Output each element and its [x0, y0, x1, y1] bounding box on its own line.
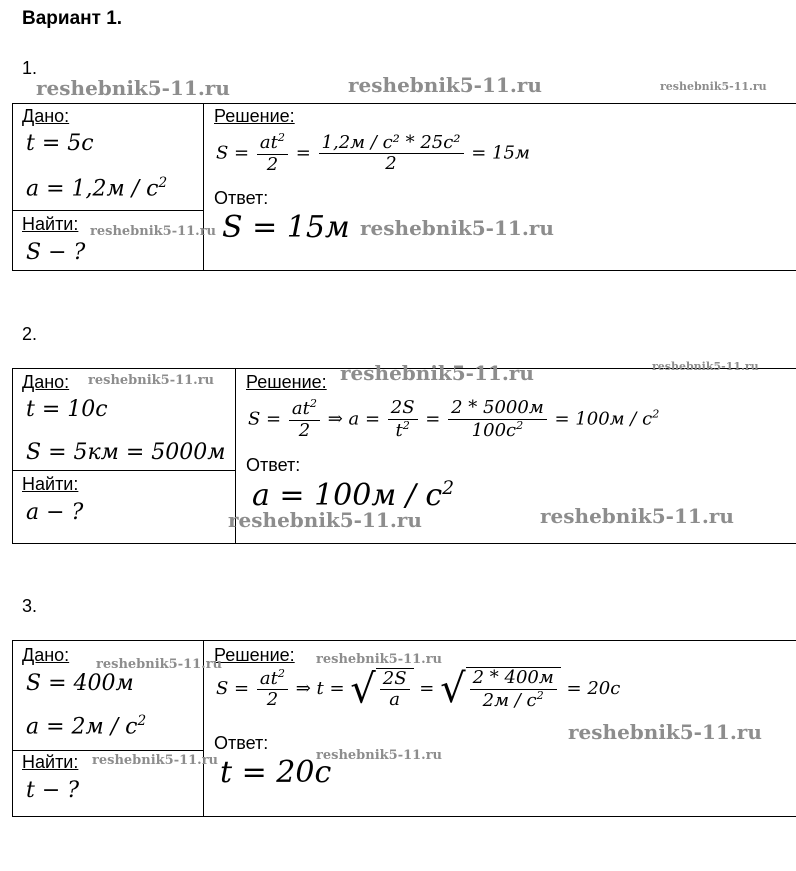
- answer-value: t = 20c: [220, 755, 332, 790]
- page-title: Вариант 1.: [22, 8, 123, 29]
- given-label: Дано:: [22, 372, 70, 392]
- given-value: $a = 1,2м / c^2$: [26, 175, 168, 202]
- table-border-bottom: [12, 543, 796, 544]
- table-border-bottom: [12, 816, 796, 817]
- watermark: reshebnik5-11.ru: [348, 73, 542, 97]
- answer-label: Ответ:: [246, 455, 301, 475]
- given-value: S = 5км = 5000м: [26, 440, 226, 465]
- find-label: Найти:: [22, 214, 79, 234]
- watermark: reshebnik5-11.ru: [36, 76, 230, 100]
- solution-formula: S = $\frac{at^2}{2}$ ⇒ a = $\frac{2S}{t^2}$ = $\frac{2 * 5000м}{100c^2}$ = $100м / c^2$: [248, 397, 660, 441]
- answer-label: Ответ:: [214, 188, 269, 208]
- given-value: t = 5c: [26, 131, 94, 156]
- watermark: reshebnik5-11.ru: [96, 657, 223, 672]
- find-label: Найти:: [22, 474, 79, 494]
- table-row-divider: [12, 210, 203, 211]
- watermark: reshebnik5-11.ru: [316, 652, 443, 667]
- problem-number: 3.: [22, 596, 38, 616]
- answer-value: $a = 100м / c^2$: [252, 478, 455, 513]
- answer-label: Ответ:: [214, 733, 269, 753]
- solution-formula: S = $\frac{at^2}{2}$ ⇒ t = √ $\frac{2S}{a}$ = √ $\frac{2 * 400м}{2м / c^2}$ = 20c: [216, 666, 621, 713]
- table-border-left: [12, 640, 13, 817]
- find-label: Найти:: [22, 752, 79, 772]
- watermark: reshebnik5-11.ru: [88, 373, 215, 388]
- watermark: reshebnik5-11.ru: [360, 216, 554, 240]
- watermark: reshebnik5-11.ru: [660, 80, 767, 93]
- table-row-divider: [12, 470, 235, 471]
- given-value: $a = 2м / c^2$: [26, 713, 147, 740]
- given-value: t = 10c: [26, 397, 108, 422]
- given-value: S = 400м: [26, 671, 134, 696]
- solution-label: Решение:: [214, 106, 295, 126]
- watermark: reshebnik5-11.ru: [652, 360, 759, 373]
- problem-number: 1.: [22, 58, 38, 78]
- table-row-divider: [12, 750, 203, 751]
- watermark: reshebnik5-11.ru: [92, 753, 219, 768]
- table-border-top: [12, 103, 796, 104]
- table-border-left: [12, 368, 13, 544]
- table-border-left: [12, 103, 13, 271]
- given-label: Дано:: [22, 106, 70, 126]
- problem-number: 2.: [22, 324, 38, 344]
- watermark: reshebnik5-11.ru: [316, 748, 443, 763]
- solution-label: Решение:: [246, 372, 327, 392]
- given-label: Дано:: [22, 645, 70, 665]
- table-divider: [203, 103, 204, 271]
- find-value: t − ?: [26, 778, 80, 803]
- answer-value: S = 15м: [222, 210, 350, 245]
- table-border-bottom: [12, 270, 796, 271]
- watermark: reshebnik5-11.ru: [90, 224, 217, 239]
- find-value: a − ?: [26, 500, 84, 525]
- watermark: reshebnik5-11.ru: [540, 504, 734, 528]
- watermark: reshebnik5-11.ru: [568, 720, 762, 744]
- solution-formula: S = $\frac{at^2}{2}$ = $\frac{\text{1,2м / c² * 25c²}}{2}$ = 15м: [216, 131, 530, 175]
- table-border-top: [12, 640, 796, 641]
- find-value: S − ?: [26, 240, 86, 265]
- watermark: reshebnik5-11.ru: [228, 508, 422, 532]
- solution-label: Решение:: [214, 645, 295, 665]
- watermark: reshebnik5-11.ru: [340, 361, 534, 385]
